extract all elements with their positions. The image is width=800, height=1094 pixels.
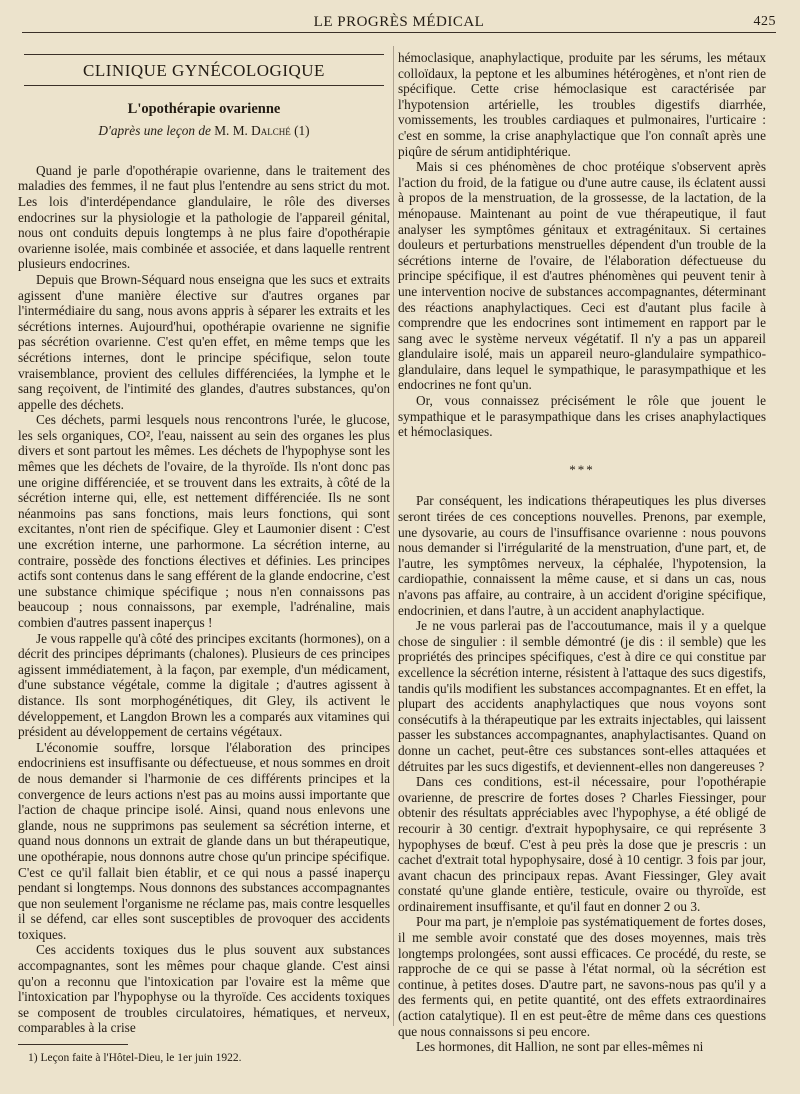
right-column	[398, 50, 766, 1055]
byline	[18, 123, 390, 139]
paragraph: Par conséquent, les indications thérapeutiques les plus diverses seront tirées de ces conceptions nouvelles. Prenons, par exemple, une dysovarie, au cours de l'insuffisance ovarienne : nous pouvons nous demander si l'irrégularité de la menstruation, d'une part, et, de l'autre, les symptômes nerveux, la céphalée, l'hypotension, la cardiopathie, connaissent la même cause, et si dans un cas, nous n'avons pas affaire, au contraire, à un accident d'origine spécifique, endocrinien, et dans l'autre, à un accident anaphylactique.	[398, 493, 766, 618]
paragraph: Je vous rappelle qu'à côté des principes excitants (hormones), on a décrit des principes déprimants (chalones). Plusieurs de ces principes agissent immédiatement, à la façon, par exemple, d'un médicament, d'une substance végétale, comme la digitale ; d'autres agissent à distance. Ils sont morphogénétiques, dit Gley, ils activent le développement, et Langdon Brown les a comparés aux vitamines qui président au développement de certains végétaux.	[18, 630, 390, 740]
paragraph: Quand je parle d'opothérapie ovarienne, dans le traitement des maladies des femmes, il ne faut plus l'entendre au sens strict du mot. Les lois d'interdépendance glandulaire, le rôle des diverses endocrines sur la physiologie et la pathologie de l'appareil génital, nous ont conduits depuis longtemps à ne plus faire d'opothérapie ovarienne isolée, mais combinée et associée, et dans laquelle rentrent plusieurs endocrines.	[18, 162, 390, 272]
paragraph: Je ne vous parlerai pas de l'accoutumance, mais il y a quelque chose de singulier : il semble démontré (je dis : il semble) que les propriétés des principes spécifiques, c'est à dire ce qui constitue par excellence la sécrétion interne, résistent à l'attaque des sucs digestifs, tandis qu'ils modifient les substances accompagnantes. Et en effet, la plupart des accidents anaphylactiques que nous voyons sont consécutifs à la thérapeutique par les extraits injectables, qui laissent passer les substances accompagnantes, anaphylactisantes. Quand on donne un cachet, peut-être ces substances sont-elles attaquées et détruites par les sucs digestifs, et deviennent-elles non dangereuses ?	[398, 618, 766, 774]
section-separator: ***	[569, 461, 595, 477]
byline-author: M. M. Dalché (1)	[214, 123, 310, 139]
paragraph: Or, vous connaissez précisément le rôle que jouent le sympathique et le parasympathique dans les crises anaphylactiques et hémoclasiques.	[398, 393, 766, 440]
page-number: 425	[753, 14, 776, 29]
paragraph: Mais si ces phénomènes de choc protéique s'observent après l'action du froid, de la fatigue ou d'une autre cause, ils éclatent aussi à propos de la menstruation, de la grossesse, de la lactation, de la ménopause. Maintenant au point de vue thérapeutique, il faut analyser les symptômes génitaux et extragénitaux. Si certaines douleurs et perturbations menstruelles dépendent d'un trouble de la sécrétions interne de l'ovaire, de l'élaboration défectueuse du principe spécifique, il est d'autres phénomènes qui peuvent tenir à une intervention nocive de substances accompagnantes, déterminant des réactions anaphylactiques. Ceci est d'autant plus facile à comprendre que les endocrines sont intimement en rapport par le sang avec le système nerveux végétatif. Il n'y a pas un appareil glandulaire isolé, mais un appareil neuro-glandulaire sympathico-glandulaire, dans lequel le sympathique, le parasympathique et les endocrines ne font qu'un.	[398, 159, 766, 393]
paragraph: L'économie souffre, lorsque l'élaboration des principes endocriniens est insuffisante ou défectueuse, et nous sommes en droit de nous demander si l'harmonie de ces différents principes et la convergence de leurs actions n'est pas au moins aussi importante que l'action de chaque principe isolé. Ainsi, quand nous enlevons une glande, nous ne supprimons pas seulement sa sécrétion interne, et quand nous donnons un extrait de glande dans un but thérapeutique, une opothérapie, nous donnons autre chose qu'un principe spécifique. C'est ce qu'il fallait bien établir, et ce qui nous a passé inaperçu pendant si longtemps. Nous donnons des substances accompagnantes que non seulement l'organisme ne réclame pas, mais contre lesquelles il se défend, car elles sont susceptibles de provoquer des accidents toxiques.	[18, 739, 390, 942]
paragraph: Dans ces conditions, est-il nécessaire, pour l'opothérapie ovarienne, de prescrire de fortes doses ? Charles Fiessinger, pour obtenir des résultats appréciables avec l'hypophyse, a été obligé de recourir à 30 centigr. d'extrait hypophysaire, ce qui représente 3 hypophyses de bœuf. C'est à peu près la dose que je prescris : un cachet d'extrait total hypophysaire, dosé à 10 centigr. 3 fois par jour, avant chacun des principaux repas. Avant Fiessinger, Gley avait constaté qu'une glande entière, testicule, ovaire ou thyroïde, est ordinairement insuffisante, et qu'il faut en donner 2 ou 3.	[398, 774, 766, 914]
journal-title: LE PROGRÈS MÉDICAL	[313, 14, 485, 30]
paragraph: Ces déchets, parmi lesquels nous rencontrons l'urée, le glucose, les sels organiques, CO², l'eau, naissent au sein des organes les plus divers et sont partout les mêmes. Les déchets de l'hypophyse sont les mêmes que les déchets de l'ovaire, de la thyroïde. Ils n'ont donc pas une origine différenciée, et se trouvent dans les extraits, à côté de la sécrétion interne qui, elle, est nettement différenciée. Ils ne sont néanmoins pas sans fonctions, mais leurs fonctions, qui sont excitantes, n'ont rien de spécifique. Gley et Laumonier disent : C'est une excrétion interne, une parhormone. La sécrétion interne, au contraire, possède des fonctions électives et définies. Les principes actifs sont contenus dans le sang efférent de la glande endocrine, c'est une substance chimique spécifique ; nous n'en connaissons pas beaucoup ; nous connaissons, par exemple, l'adrénaline, mais combien d'autres passent inaperçus !	[18, 412, 390, 630]
byline-prefix: D'après une leçon de	[98, 123, 211, 139]
running-head	[22, 6, 776, 33]
footnote-rule	[18, 1044, 128, 1045]
section-heading: CLINIQUE GYNÉCOLOGIQUE	[24, 54, 384, 86]
footnote: 1) Leçon faite à l'Hôtel-Dieu, le 1er juin 1922.	[28, 1052, 242, 1065]
column-divider	[393, 46, 394, 1026]
paragraph: Depuis que Brown-Séquard nous enseigna que les sucs et extraits agissent d'une manière élective sur d'autres organes par l'intermédiaire du sang, nous avons appris à séparer les extraits et les sécrétions internes. Aujourd'hui, opothérapie ovarienne ne signifie pas sécrétion ovarienne. C'est qu'en effet, en même temps que les sécrétions internes, dont le principe spécifique, selon toute vraisemblance, provient des cellules différenciées, la lymphe et le sang reçoivent, de l'intimité des glandes, d'autres substances, qu'on appelle des déchets.	[18, 271, 390, 412]
paragraph: Ces accidents toxiques dus le plus souvent aux substances accompagnantes, sont les mêmes pour chaque glande. C'est ainsi qu'on a reconnu que l'intoxication par l'ovaire est la même que l'intoxication par l'hypophyse ou la thyroïde. Ces accidents toxiques se composent de troubles circulatoires, hématiques, et nerveux, comparables à la crise	[18, 942, 390, 1036]
paragraph: Pour ma part, je n'emploie pas systématiquement de fortes doses, il me semble avoir constaté que des doses moyennes, mais très longtemps prolongées, sont aussi efficaces. Ce procédé, du reste, se rapproche de ce qui se passe à l'état normal, où la sécrétion est continue, à petites doses. D'autre part, ne savons-nous pas qu'il y a des ferments qui, en petite quantité, ont des effets extraordinaires (action catalytique). Il en est peut-être de même dans ces questions que nous connaissons si peu encore.	[398, 914, 766, 1039]
paragraph: Les hormones, dit Hallion, ne sont par elles-mêmes ni	[416, 1039, 704, 1055]
article-title: L'opothérapie ovarienne	[127, 100, 281, 117]
left-column	[18, 48, 390, 1067]
paragraph: hémoclasique, anaphylactique, produite par les sérums, les métaux colloïdaux, la peptone et les albumines hétérogènes, et n'ont rien de spécifique. Cette crise hémoclasique est caractérisée par l'hypotension artérielle, les troubles digestifs diarrhée, vomissements, les troubles cardiaques et pulmonaires, l'urticaire : c'est en somme, la crise anaphylactique que l'on connaît après une piqûre de sérum antidiphtérique.	[398, 50, 766, 159]
